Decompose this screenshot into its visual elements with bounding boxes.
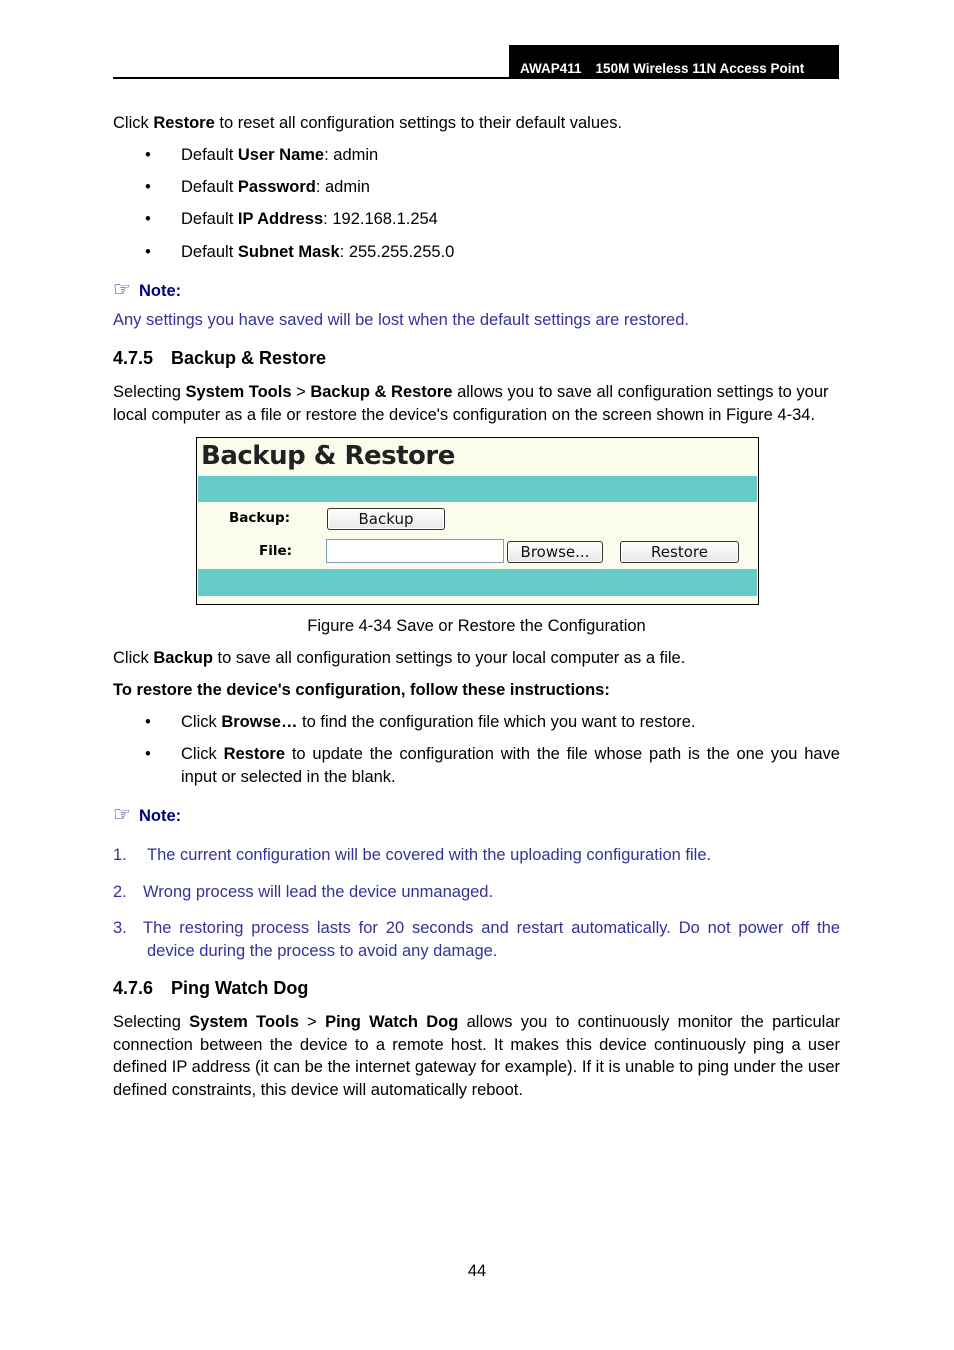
para-post: allows you to continuously monitor the particular connection between the device to a remote host. It makes this device continuously ping a user defined IP address (it can be the internet gateway for example). If it is unable to ping under the user defined constraints, this device will automatically reboot. [113,1013,840,1099]
bullet-dot: • [145,243,151,261]
figure-caption: Figure 4-34 Save or Restore the Configuration [307,617,646,635]
bullet-dot: • [145,178,151,196]
browse-button[interactable]: Browse... [507,541,603,563]
list-item-pre: Click [181,745,224,763]
intro-post: to reset all configuration settings to their default values. [214,114,623,132]
list-item-post: : 192.168.1.254 [323,210,438,228]
pointing-hand-icon: ☞ [113,279,131,301]
backup-paragraph [113,647,840,670]
para-mid: > [298,1013,326,1031]
para-bold: Backup [153,649,213,667]
para-pre: Click [113,649,154,667]
note-heading [113,804,181,827]
list-item-pre: Default [181,210,238,228]
section-title: Backup & Restore [171,348,327,368]
section-heading [113,976,308,1000]
para-pre: Selecting [113,1013,190,1031]
section-title: Ping Watch Dog [171,978,309,998]
intro-paragraph [113,112,840,135]
intro-pre: Click [113,114,154,132]
list-item-pre: Default [181,146,238,164]
restore-button[interactable]: Restore [620,541,739,563]
note-item-number: 1. [113,846,127,864]
para-post: to save all configuration settings to your local computer as a file. [212,649,686,667]
list-item-post: to update the configuration with the file whose path is the one you have input or selected in the blank. [181,745,840,786]
note-item-text [143,917,840,963]
note-item-number: 2. [113,883,127,901]
section-paragraph [113,381,840,426]
para-bold-2: Ping Watch Dog [325,1013,459,1031]
intro-bold: Restore [153,114,215,132]
backup-restore-panel [196,437,759,605]
bullet-dot: • [145,713,151,731]
list-item-bold: Subnet Mask [237,243,340,261]
para-bold-1: System Tools [185,383,292,401]
backup-label: Backup: [229,510,291,526]
list-item-post: : admin [324,146,379,164]
list-item-bold: Restore [223,745,286,763]
list-item-bold: User Name [237,146,325,164]
list-item-pre: Default [181,178,238,196]
para-post: allows you to save all configuration settings to your local computer as a file or restore the device's configuration on the screen shown in Figure 4-34. [113,383,829,424]
section-number: 4.7.6 [113,978,154,998]
panel-footer-bar [198,569,757,596]
section-heading [113,346,326,370]
para-mid: > [291,383,311,401]
list-item-post: : 255.255.255.0 [339,243,455,261]
list-item-bold: Browse… [221,713,298,731]
note-title: Note: [139,282,182,300]
note-title: Note: [139,807,182,825]
header-banner [509,45,839,79]
file-label: File: [259,543,293,559]
list-item-post: : admin [315,178,370,196]
header-product: 150M Wireless 11N Access Point [595,61,805,76]
para-pre: Selecting [113,383,186,401]
list-item-pre: Default [181,243,238,261]
note-text: Any settings you have saved will be lost when the default settings are restored. [113,311,689,329]
panel-header-bar [198,476,757,502]
section-number: 4.7.5 [113,348,154,368]
bullet-dot: • [145,146,151,164]
panel-title: Backup & Restore [201,441,455,471]
para-bold-2: Backup & Restore [310,383,453,401]
note-item-text-content: The restoring process lasts for 20 seconds and restart automatically. Do not power off the device during the process to avoid any damage. [143,919,840,960]
section-paragraph [113,1011,840,1101]
bullet-dot: • [145,745,151,763]
note-heading [113,279,181,302]
note-item-text: The current configuration will be covered with the uploading configuration file. [147,846,712,864]
file-path-input[interactable] [326,539,504,563]
list-item-post: to find the configuration file which you want to restore. [297,713,696,731]
list-item-pre: Click [181,713,222,731]
bullet-dot: • [145,210,151,228]
list-item-bold: IP Address [237,210,324,228]
list-item-bold: Password [237,178,316,196]
instructions-heading: To restore the device's configuration, follow these instructions: [113,681,610,699]
note-item-number: 3. [113,919,127,937]
header-model: AWAP411 [520,61,582,76]
page-number: 44 [467,1262,487,1280]
para-bold-1: System Tools [189,1013,299,1031]
note-item-text: Wrong process will lead the device unmanaged. [143,883,494,901]
backup-button[interactable]: Backup [327,508,445,530]
pointing-hand-icon: ☞ [113,804,131,826]
